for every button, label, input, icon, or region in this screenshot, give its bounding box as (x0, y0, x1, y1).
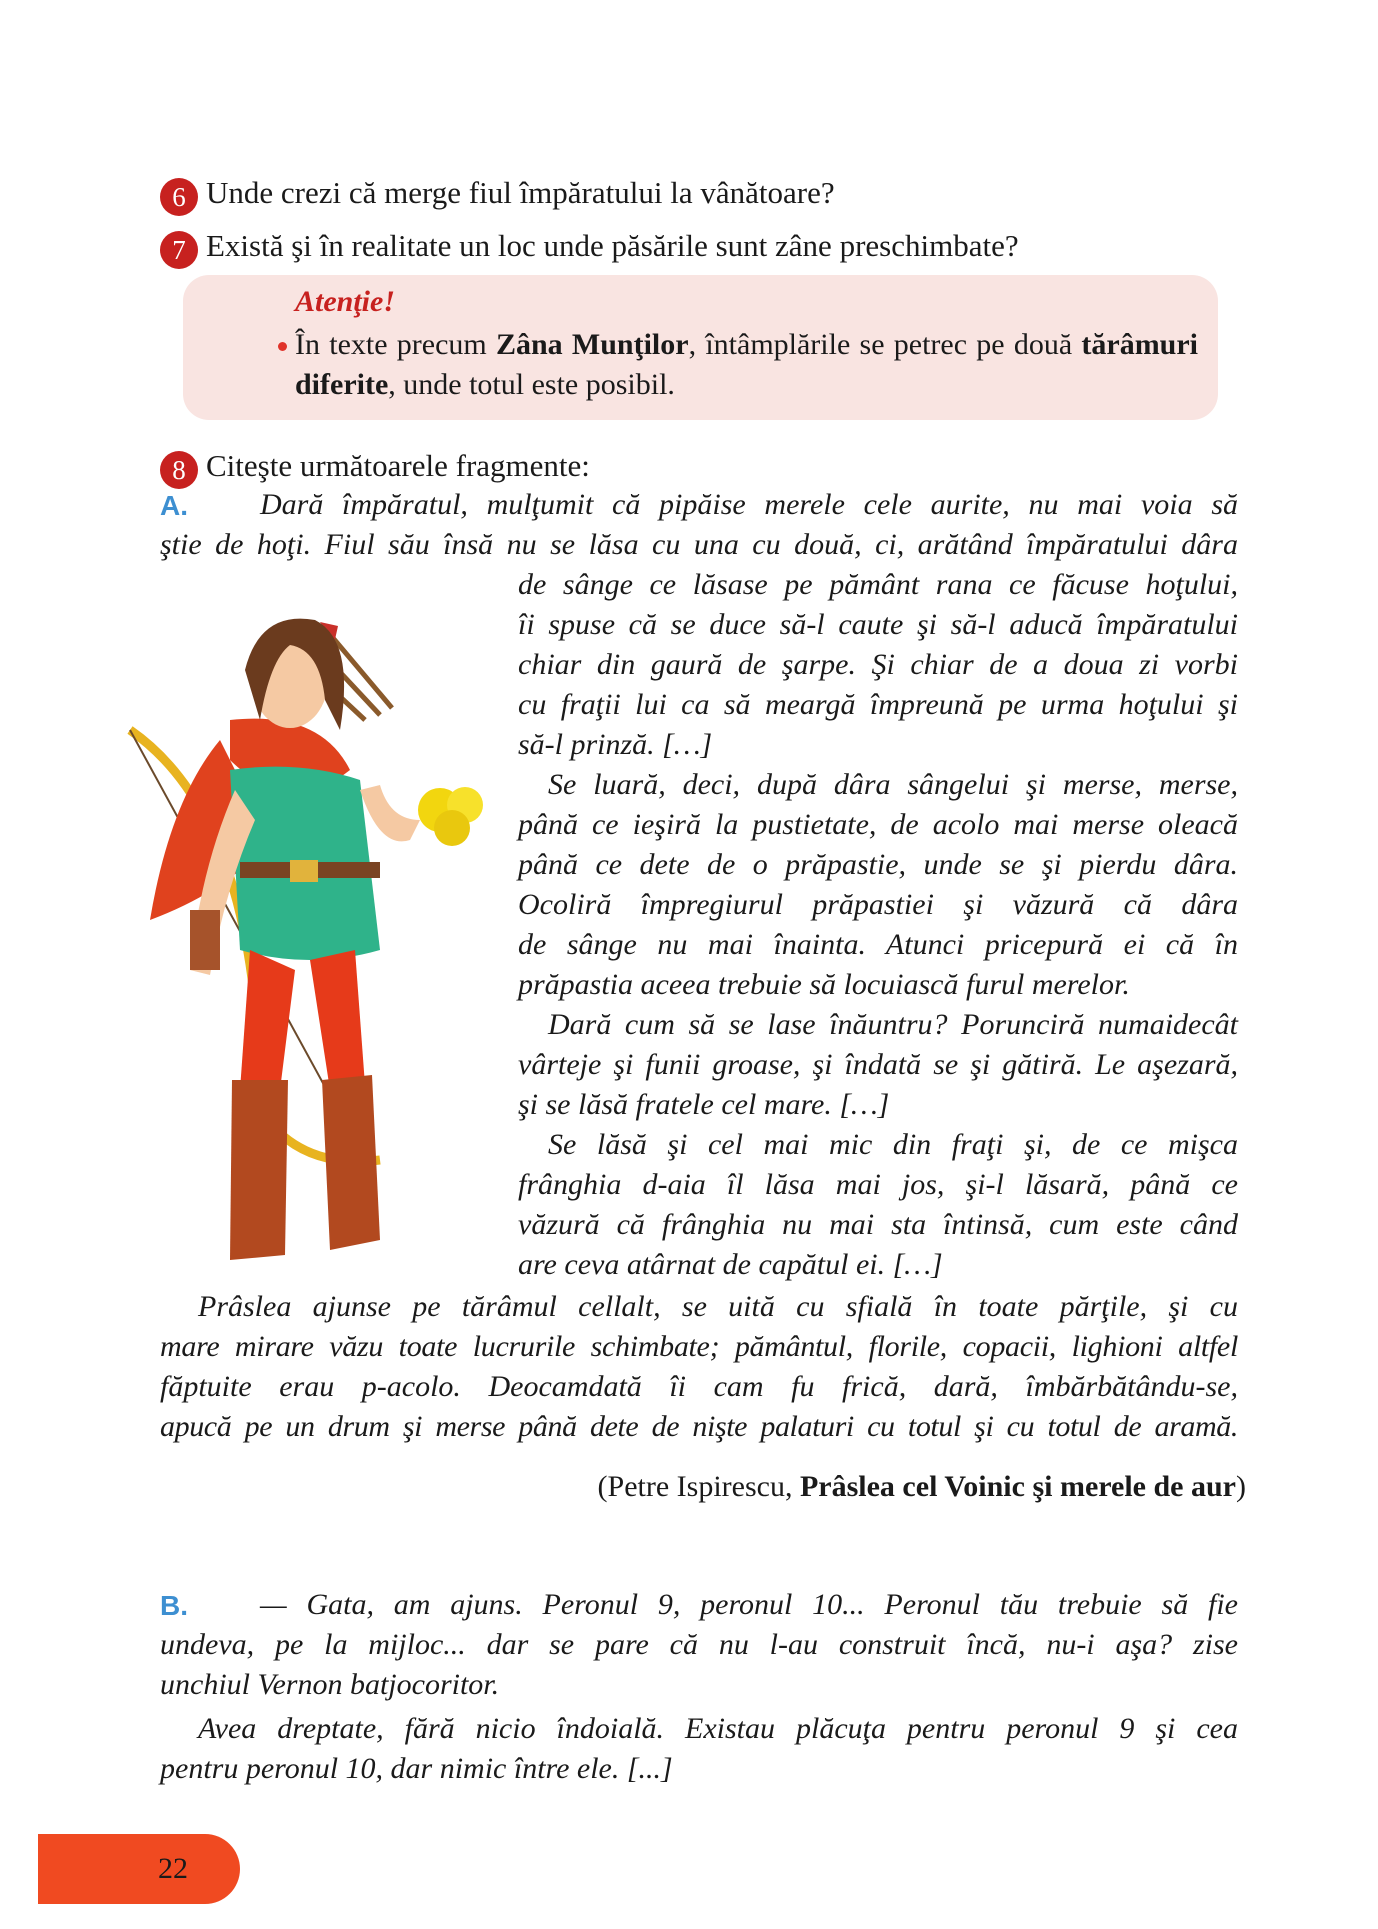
question-6 (160, 173, 835, 216)
question-8 (160, 446, 590, 489)
fragment-a-line: îi spuse că se duce să-l caute şi să-l aducă împăratului (518, 608, 1238, 641)
fragment-a-line: Dară împăratul, mulţumit că pipăise merele cele aurite, nu mai voia să (260, 488, 1238, 521)
fragment-a-line: văzură că frânghia nu mai sta întinsă, cum este când (518, 1208, 1238, 1241)
question-7 (160, 226, 1019, 269)
fragment-a-line: frânghia d-aia îl lăsa mai jos, şi-l lăsară, până ce (518, 1168, 1238, 1201)
page-number-tab (38, 1834, 240, 1904)
page-number: 22 (158, 1852, 188, 1885)
fragment-a-line: prăpastia aceea trebuie să locuiască furul merelor. (518, 968, 1130, 1001)
fragment-a-label: A. (160, 490, 188, 521)
question-text: Unde crezi că merge fiul împăratului la vânătoare? (206, 175, 835, 210)
fragment-a-line: până ce dete de o prăpastie, unde se şi pierdu dâra. (518, 848, 1238, 881)
attention-title: Atenţie! (295, 285, 396, 318)
fragment-a-line: şi se lăsă fratele cel mare. […] (518, 1088, 890, 1121)
fragment-a-line: de sânge nu mai înainta. Atunci pricepură ei că în (518, 928, 1238, 961)
fragment-a-line: ştie de hoţi. Fiul său însă nu se lăsa cu una cu două, ci, arătând împăratului dâra (160, 528, 1238, 561)
fragment-a-line: mare mirare văzu toate lucrurile schimbate; pământul, florile, copacii, lighioni altfel (160, 1330, 1238, 1363)
archer-illustration (110, 590, 530, 1280)
question-number-badge: 6 (160, 178, 198, 216)
fragment-a-source: (Petre Ispirescu, Prâslea cel Voinic şi merele de aur) (597, 1470, 1246, 1503)
fragment-b-line: Avea dreptate, fără nicio îndoială. Existau plăcuţa pentru peronul 9 şi cea (198, 1712, 1238, 1745)
fragment-a-line: Dară cum să se lase înăuntru? Porunciră numaidecât (548, 1008, 1238, 1041)
fragment-a-line: să-l prinză. […] (518, 728, 713, 761)
fragment-b-line: — Gata, am ajuns. Peronul 9, peronul 10... Peronul tău trebuie să fie (260, 1588, 1238, 1621)
bullet-icon (278, 342, 287, 351)
fragment-a-line: Se luară, deci, după dâra sângelui şi merse, merse, (548, 768, 1238, 801)
fragment-b-line: pentru peronul 10, dar nimic între ele. [...] (160, 1752, 673, 1785)
question-text: Există şi în realitate un loc unde păsările sunt zâne preschimbate? (206, 228, 1019, 263)
attention-callout (183, 275, 1218, 420)
fragment-b-line: undeva, pe la mijloc... dar se pare că nu l-au construit încă, nu-i aşa? zise (160, 1628, 1238, 1661)
fragment-b-line: unchiul Vernon batjocoritor. (160, 1668, 500, 1701)
fragment-a-line: până ce ieşiră la pustietate, de acolo mai merse oleacă (518, 808, 1238, 841)
fragment-a-line: făptuite erau p-acolo. Deocamdată îi cam fu frică, dară, îmbărbătându-se, (160, 1370, 1238, 1403)
question-text: Citeşte următoarele fragmente: (206, 448, 590, 483)
question-number-badge: 8 (160, 451, 198, 489)
fragment-a-right-column (518, 568, 1238, 1288)
question-number-badge: 7 (160, 231, 198, 269)
fragment-a-line: are ceva atârnat de capătul ei. […] (518, 1248, 943, 1281)
fragment-a-line: cu fraţii lui ca să meargă împreună pe urma hoţului şi (518, 688, 1238, 721)
attention-text: În texte precum Zâna Munţilor, întâmplările se petrec pe două tărâmuri diferite, unde totul este posibil. (295, 325, 1198, 405)
fragment-a-line: apucă pe un drum şi merse până dete de nişte palaturi cu totul şi cu totul de aramă. (160, 1410, 1238, 1443)
fragment-a-line: Ocoliră împregiurul prăpastiei şi văzură că dâra (518, 888, 1238, 921)
fragment-a-line: chiar din gaură de şarpe. Şi chiar de a doua zi vorbi (518, 648, 1238, 681)
fragment-a-line: Prâslea ajunse pe tărâmul cellalt, se uită cu sfială în toate părţile, şi cu (198, 1290, 1238, 1323)
fragment-b-label: B. (160, 1590, 188, 1621)
fragment-a-line: Se lăsă şi cel mai mic din fraţi şi, de ce mişca (548, 1128, 1238, 1161)
fragment-a-line: de sânge ce lăsase pe pământ rana ce făcuse hoţului, (518, 568, 1238, 601)
fragment-a-line: vârteje şi funii groase, şi îndată se şi gătiră. Le aşezară, (518, 1048, 1238, 1081)
